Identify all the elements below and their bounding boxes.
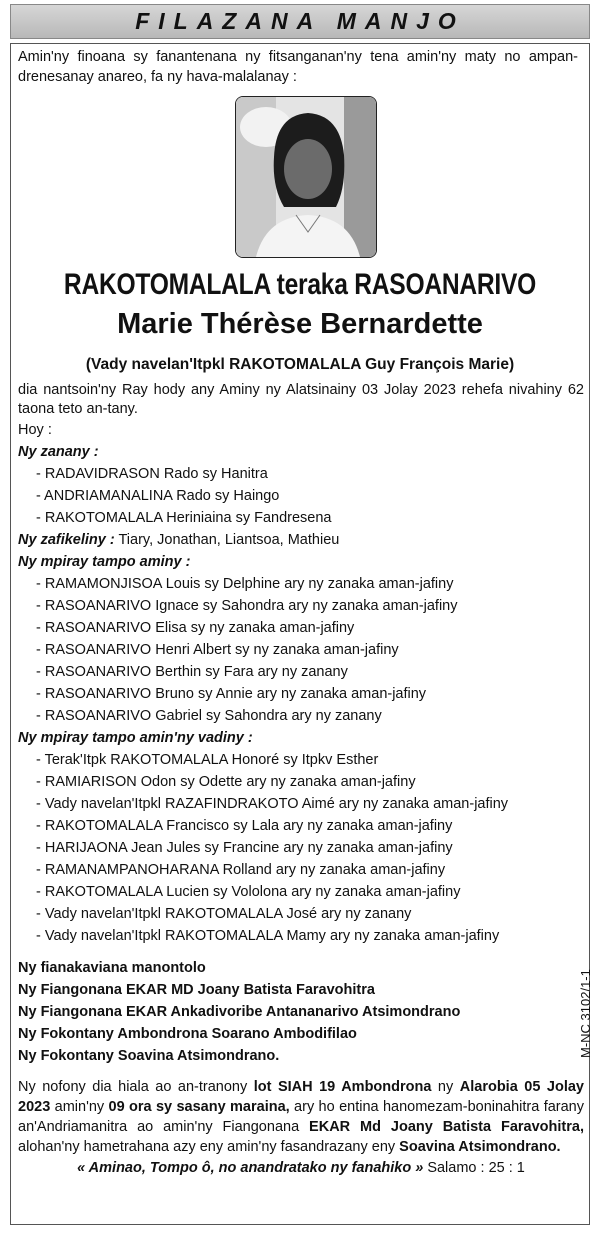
funeral-text: alohan'ny hametrahana azy eny amin'ny fasandrazany eny [18, 1139, 400, 1155]
funeral-text: ny [431, 1079, 460, 1095]
death-text: dia nantsoin'ny Ray hody any Aminy ny Alatsinainy 03 Jolay 2023 rehefa nivahiny 62 taona teto an-tany. [18, 382, 584, 417]
funeral-text: amin'ny [50, 1099, 109, 1115]
list-item: - RADAVIDRASON Rado sy Hanitra [36, 466, 268, 482]
intro-text: Amin'ny finoana sy fanantenana ny fitsanganan'ny tena amin'ny maty no ampan-drenesanay anareo, fa ny hava-malalanay : [18, 49, 578, 85]
group-item: Ny Fiangonana EKAR MD Joany Batista Faravohitra [18, 982, 375, 998]
list-item: - RAKOTOMALALA Lucien sy Vololona ary ny zanaka aman-jafiny [36, 884, 461, 900]
group-item: Ny Fokontany Ambondrona Soarano Ambodifilao [18, 1026, 357, 1042]
group-item: Ny Fiangonana EKAR Ankadivoribe Antananarivo Atsimondrano [18, 1004, 461, 1020]
grandchildren-names: Tiary, Jonathan, Liantsoa, Mathieu [114, 532, 340, 548]
list-item: - RAMIARISON Odon sy Odette ary ny zanaka aman-jafiny [36, 774, 416, 790]
list-item: - RASOANARIVO Ignace sy Sahondra ary ny zanaka aman-jafiny [36, 598, 458, 614]
grandchildren-line [18, 529, 584, 551]
deceased-name-line1: RAKOTOMALALA teraka RASOANARIVO [63, 268, 537, 301]
spouse-line: (Vady navelan'Itpkl RAKOTOMALALA Guy François Marie) [85, 356, 515, 373]
list-item: - RAKOTOMALALA Francisco sy Lala ary ny zanaka aman-jafiny [36, 818, 453, 834]
deceased-name-line2: Marie Thérèse Bernardette [117, 308, 483, 340]
funeral-time: 09 ora sy sasany maraina, [108, 1099, 290, 1115]
funeral-address: lot SIAH 19 Ambondrona [253, 1079, 432, 1095]
portrait-photo [235, 96, 377, 258]
portrait-image [236, 97, 376, 257]
hoy-label: Hoy : [18, 422, 52, 438]
children-label: Ny zanany : [18, 444, 99, 460]
group-item: Ny Fokontany Soavina Atsimondrano. [18, 1048, 280, 1064]
list-item: - HARIJAONA Jean Jules sy Francine ary ny zanaka aman-jafiny [36, 840, 453, 856]
intro-block [18, 47, 590, 87]
list-item: - RAMANAMPANOHARANA Rolland ary ny zanaka aman-jafiny [36, 862, 446, 878]
list-item: - ANDRIAMANALINA Rado sy Haingo [36, 488, 280, 504]
quote-reference: Salamo : 25 : 1 [423, 1160, 525, 1176]
funeral-church: EKAR Md Joany Batista Faravohitra, [309, 1119, 584, 1135]
list-item: - Vady navelan'Itpkl RAKOTOMALALA José ary ny zanany [36, 906, 412, 922]
group-item: Ny fianakaviana manontolo [18, 960, 206, 976]
list-item: - RASOANARIVO Elisa sy ny zanaka aman-jafiny [36, 620, 355, 636]
list-item: - RASOANARIVO Gabriel sy Sahondra ary ny zanany [36, 708, 382, 724]
spouse-siblings-list [18, 749, 584, 947]
funeral-text: Ny nofony dia hiala ao an-tranony [18, 1079, 254, 1095]
funeral-date: Alarobia 05 Jolay 2023 [18, 1079, 584, 1115]
notice-title: FILAZANA MANJO [135, 8, 465, 34]
spouse-siblings-label: Ny mpiray tampo amin'ny vadiny : [18, 730, 253, 746]
list-item: - RASOANARIVO Bruno sy Annie ary ny zanaka aman-jafiny [36, 686, 427, 702]
list-item: - RAKOTOMALALA Heriniaina sy Fandresena [36, 510, 332, 526]
list-item: - RAMAMONJISOA Louis sy Delphine ary ny zanaka aman-jafiny [36, 576, 454, 592]
list-item: - Terak'Itpk RAKOTOMALALA Honoré sy Itpkv Esther [36, 752, 379, 768]
list-item: - RASOANARIVO Henri Albert sy ny zanaka aman-jafiny [36, 642, 399, 658]
list-item: - Vady navelan'Itpkl RAZAFINDRAKOTO Aimé ary ny zanaka aman-jafiny [36, 796, 509, 812]
closing-quote [18, 1157, 584, 1179]
funeral-details [18, 1077, 584, 1157]
reference-code: M-NC 3102/1-1 [578, 969, 593, 1058]
groups-list [18, 957, 584, 1067]
list-item: - Vady navelan'Itpkl RAKOTOMALALA Mamy ary ny zanaka aman-jafiny [36, 928, 500, 944]
children-list [18, 463, 584, 529]
notice-header [10, 4, 590, 39]
grandchildren-label: Ny zafikeliny : [18, 532, 115, 548]
list-item: - RASOANARIVO Berthin sy Fara ary ny zanany [36, 664, 348, 680]
funeral-text: ary ho entina hanomezam-boninahitra farany an'Andriamanitra ao amin'ny Fiangonana [18, 1099, 584, 1135]
funeral-burial-place: Soavina Atsimondrano. [399, 1139, 561, 1155]
siblings-list [18, 573, 584, 727]
quote-text: « Aminao, Tompo ô, no anandratako ny fanahiko » [77, 1160, 424, 1176]
siblings-label: Ny mpiray tampo aminy : [18, 554, 191, 570]
notice-body [18, 381, 584, 1179]
